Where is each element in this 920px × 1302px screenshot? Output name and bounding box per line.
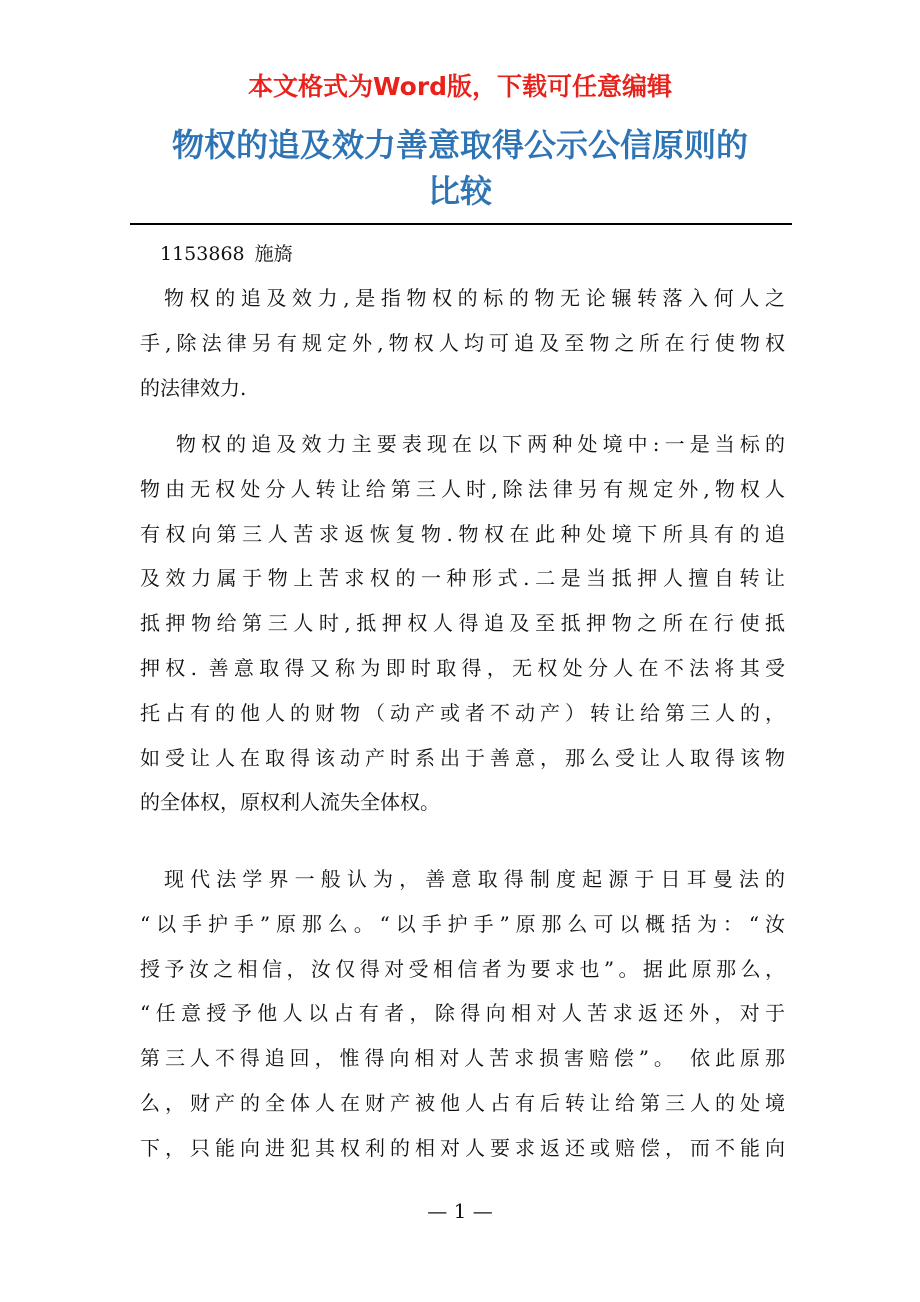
document-title — [130, 122, 790, 214]
text-line: 如受让人在取得该动产时系出于善意，那么受让人取得该物 — [140, 745, 785, 770]
title-line: 物权的追及效力善意取得公示公信原则的 — [171, 126, 748, 164]
text-line: “任意授予他人以占有者，除得向相对人苦求返还外，对于 — [140, 1001, 785, 1026]
text-line: 物权的追及效力,是指物权的标的物无论辗转落入何人之 — [164, 286, 785, 310]
author-id: 1153868 — [160, 243, 245, 265]
text-line: 第三人不得追回，惟得向相对人苦求损害赔偿”。 依此原那 — [140, 1046, 785, 1071]
download-notice: 本文格式为Word版，下载可任意编辑 — [247, 72, 673, 101]
paragraph-2 — [140, 422, 785, 825]
text-line: 现代法学界一般认为，善意取得制度起源于日耳曼法的 — [164, 867, 785, 891]
text-line: 物权的追及效力主要表现在以下两种处境中:一是当标的 — [176, 432, 785, 456]
text-line: 的法律效力. — [140, 375, 247, 400]
text-line: 物由无权处分人转让给第三人时,除法律另有规定外,物权人 — [140, 476, 785, 501]
author-name: 施旖 — [254, 243, 293, 265]
text-line: 手,除法律另有规定外,物权人均可追及至物之所在行使物权 — [140, 330, 785, 355]
title-divider — [130, 223, 792, 225]
text-line: “以手护手”原那么。“以手护手”原那么可以概括为：“汝 — [140, 911, 785, 936]
author-line — [160, 238, 293, 270]
text-line: 的全体权，原权利人流失全体权。 — [140, 790, 440, 815]
title-line: 比较 — [427, 172, 492, 210]
text-line: 及效力属于物上苦求权的一种形式.二是当抵押人擅自转让 — [140, 566, 785, 591]
text-line: 有权向第三人苦求返恢复物.物权在此种处境下所具有的追 — [140, 521, 785, 546]
text-line: 下，只能向进犯其权利的相对人要求返还或赔偿，而不能向 — [140, 1135, 785, 1160]
text-line: 授予汝之相信，汝仅得对受相信者为要求也”。据此原那么， — [140, 956, 785, 981]
text-line: 押权. 善意取得又称为即时取得，无权处分人在不法将其受 — [140, 655, 785, 680]
text-line: 托占有的他人的财物（动产或者不动产）转让给第三人的， — [140, 700, 785, 725]
text-line: 抵押物给第三人时,抵押权人得追及至抵押物之所在行使抵 — [140, 611, 785, 636]
paragraph-1 — [140, 276, 785, 410]
text-line: 么，财产的全体人在财产被他人占有后转让给第三人的处境 — [140, 1090, 785, 1115]
page-number: — 1 — — [427, 1199, 493, 1223]
paragraph-3 — [140, 857, 785, 1171]
